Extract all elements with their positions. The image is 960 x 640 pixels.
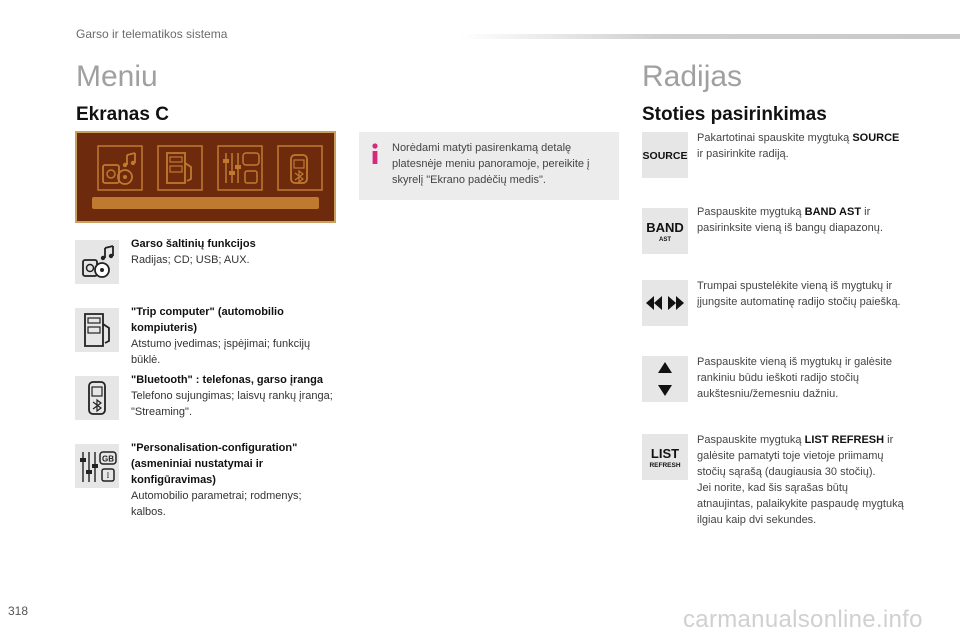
settings-sliders-icon — [75, 444, 119, 488]
step-bold: BAND AST — [804, 206, 862, 218]
header-rule — [460, 34, 960, 39]
menu-item-title: "Personalisation-configuration" (asmeniniai nustatymai ir konfigūravimas) — [131, 442, 298, 486]
section-header: Garso ir telematikos sistema — [76, 27, 228, 41]
settings-sliders-icon — [217, 145, 263, 191]
menu-item-text: Radijas; CD; USB; AUX. — [131, 254, 250, 266]
menu-item-text: Telefono sujungimas; laisvų rankų įranga; "Streaming". — [131, 390, 333, 418]
info-icon — [370, 143, 380, 165]
list-button-label: LIST — [650, 446, 680, 461]
menu-item-title: "Trip computer" (automobilio kompiuteris) — [131, 306, 284, 334]
step-extra: Jei norite, kad šis sąrašas būtų atnaujintas, palaikykite paspaudę mygtuką ilgiau kaip dvi sekundes. — [697, 482, 904, 526]
step-text: Paspauskite mygtuką — [697, 434, 805, 446]
page-number: 318 — [8, 604, 29, 618]
page-title-menu: Meniu — [76, 60, 158, 93]
trip-computer-icon — [157, 145, 203, 191]
ast-button-label: AST — [659, 237, 671, 243]
screen-selection-bar — [92, 197, 319, 209]
band-button-label: BAND — [646, 220, 684, 235]
subtitle-screen-c: Ekranas C — [76, 104, 169, 125]
list-refresh-button-icon — [642, 434, 688, 480]
menu-item-bluetooth — [131, 372, 336, 420]
subtitle-station-selection: Stoties pasirinkimas — [642, 104, 827, 125]
band-ast-button-icon — [642, 208, 688, 254]
seek-arrows-icon — [642, 280, 688, 326]
page-title-radio: Radijas — [642, 60, 743, 93]
step-manual — [697, 354, 907, 402]
refresh-button-label: REFRESH — [649, 462, 681, 469]
source-button-icon — [642, 132, 688, 178]
step-seek — [697, 278, 907, 310]
info-text: Norėdami matyti pasirenkamą detalę platesnėje meniu panoramoje, pereikite į skyrelį "Ekrano padėčių medis". — [392, 142, 590, 186]
step-source — [697, 130, 907, 162]
menu-item-text: Automobilio parametrai; rodmenys; kalbos. — [131, 490, 302, 518]
source-button-label: SOURCE — [642, 150, 688, 162]
step-text-end: ir pasirinkite radiją. — [697, 148, 789, 160]
bluetooth-phone-icon — [277, 145, 323, 191]
step-text-end: ir pasirinksite vieną iš bangų diapazonų. — [697, 206, 883, 234]
trip-computer-icon — [75, 308, 119, 352]
menu-item-personalisation — [131, 440, 336, 520]
step-list — [697, 432, 907, 528]
step-text: Paspauskite mygtuką — [697, 206, 805, 218]
info-note — [359, 132, 619, 200]
bluetooth-phone-icon — [75, 376, 119, 420]
step-text: Trumpai spustelėkite vieną iš mygtukų ir įjungsite automatinę radijo stočių paiešką. — [697, 280, 901, 308]
menu-item-title: Garso šaltinių funkcijos — [131, 238, 256, 250]
step-bold: SOURCE — [852, 132, 900, 144]
step-text: Pakartotinai spauskite mygtuką — [697, 132, 853, 144]
display-screen-c — [75, 131, 336, 223]
menu-item-audio — [131, 236, 336, 268]
up-down-arrows-icon — [642, 356, 688, 402]
step-text: Paspauskite vieną iš mygtukų ir galėsite rankiniu būdu ieškoti radijo stočių aukštesniu/žemesniu dažniu. — [697, 356, 893, 400]
menu-item-text: Atstumo įvedimas; įspėjimai; funkcijų būklė. — [131, 338, 311, 366]
menu-item-trip — [131, 304, 336, 368]
step-band — [697, 204, 907, 236]
music-source-icon — [75, 240, 119, 284]
step-text-end: ir galėsite pamatyti toje vietoje priimamų stočių sąrašą (daugiausia 30 stočių). — [697, 434, 894, 478]
watermark: carmanualsonline.info — [683, 606, 923, 633]
svg-text:I: I — [106, 471, 110, 480]
menu-item-title: "Bluetooth" : telefonas, garso įranga — [131, 374, 323, 386]
music-source-icon — [97, 145, 143, 191]
step-bold: LIST REFRESH — [804, 434, 885, 446]
svg-text:GB: GB — [102, 454, 114, 464]
